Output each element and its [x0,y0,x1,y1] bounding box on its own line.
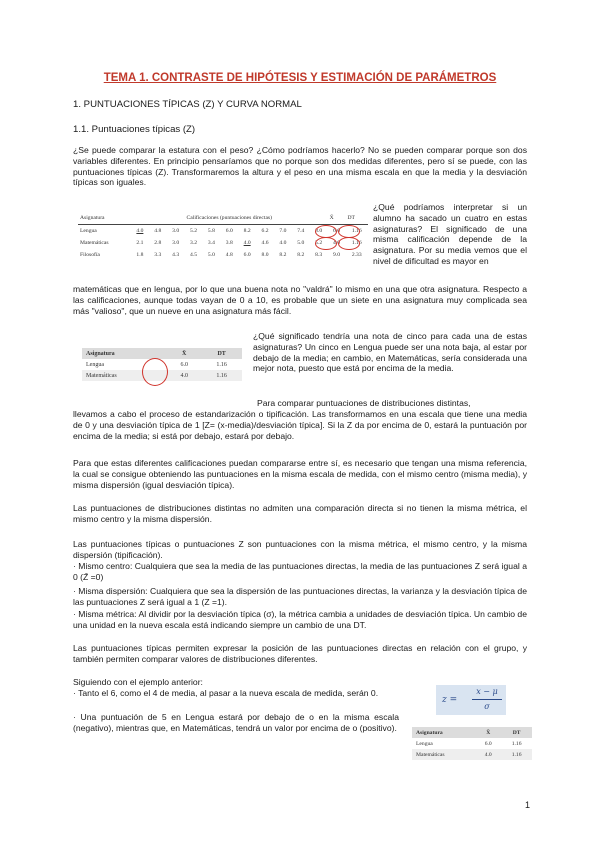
table-cell: 9.0 [333,252,341,258]
paragraph-no-direct: Las puntuaciones de distribuciones distintas no admiten una comparación directa si no tienen la misma métrica, el mismo centro y la misma dispersión. [73,503,527,524]
table-cell: Filosofía [80,252,100,258]
table-cell: 8.0 [261,252,269,258]
table-header: X̄ [328,212,346,225]
table-cell: 4.6 [261,240,269,246]
table-cell: 1.16 [216,361,227,368]
table-cell: 4.8 [154,228,162,234]
formula-numerator: x − μ [476,687,498,696]
paragraph-compare: Para comparar puntuaciones de distribuciones distintas, [257,398,471,408]
table-cell: 8.3 [315,252,323,258]
table-cell: 6.2 [261,228,269,234]
table-row [78,249,368,261]
table-cell: Matemáticas [82,370,167,381]
bullet-example-2: · Una puntuación de 5 en Lengua estará por debajo de o en la misma escala (negativo), mientras que, en Matemáticas, tendrá un valor por encima de o (positivo). [73,712,399,733]
table-cell: 4.5 [190,252,198,258]
table-cell: 5.0 [297,240,305,246]
bullet-same-metric: · Misma métrica: Al dividir por la desviación típica (σ), la métrica cambia a unidades de desviación típica. Un cambio de una unidad en la nueva escala está indicando siempre un cambio de una DT. [73,609,527,630]
table-cell: 5.2 [190,228,198,234]
table-cell: 1.16 [511,740,522,747]
paragraph-five-grade: ¿Qué significado tendría una nota de cinco para cada una de estas asignaturas? Un cinco en Lengua puede ser una nota baja, al estar por debajo de la media; en cambio, en Matemáticas, sería considerada una mejor nota, puesto que está por encima de la media. [253,331,527,374]
table-cell: 2.1 [136,240,144,246]
table-cell: 8.2 [279,252,287,258]
table-cell: Matemáticas [412,749,475,760]
bullet-example-1: · Tanto el 6, como el 4 de media, al pasar a la nueva escala de medida, serán 0. [73,688,379,698]
table-header: Asignatura [412,727,475,738]
table-cell: Matemáticas [80,240,109,246]
table-cell: 1.16 [201,370,242,381]
table-cell: 3.0 [172,228,180,234]
paragraph-standardization: llevamos a cabo el proceso de estandarización o tipificación. Las transformamos en una escala que tiene una media de 0 y una desviación típica de 1 [Z= (x-media)/desviación típica]. Si la Z da por encima de 0, estará la puntuación por encima de la media; si está por debajo, estará por debajo. [73,409,527,441]
table-cell: 3.8 [225,240,233,246]
table-header: Calificaciones (puntuaciones directas) [131,212,328,225]
table-cell: 3.0 [172,240,180,246]
summary-table [82,348,242,381]
table-header: Asignatura [78,212,131,225]
table-cell: 6.0 [243,252,251,258]
table-cell: 4.0 [136,228,144,234]
table-cell: 4.0 [167,370,201,381]
table-cell: 5.2 [315,240,323,246]
highlight-circle [338,237,360,250]
table-row [412,749,532,760]
paragraph-z-scores: Las puntuaciones típicas o puntuaciones Z son puntuaciones con la misma métrica, el mismo centro, y la misma dispersión (tipificación). [73,539,527,560]
table-cell: 8.2 [243,228,251,234]
table-cell: 4.0 [243,240,251,246]
table-header: Asignatura [82,348,167,359]
summary-table-small [412,727,532,760]
table-cell: 6.0 [484,740,492,747]
table-cell: 7.4 [297,228,305,234]
table-cell: 6.0 [225,228,233,234]
table-cell: 2.33 [351,252,362,258]
paragraph-intro: ¿Se puede comparar la estatura con el peso? ¿Cómo podríamos hacerlo? No se pueden comparar porque son dos variables diferentes. En principio pensaríamos que no porque son dos medidas diferentes, pero sí se puede, con las puntuaciones típicas (Z). Transformaremos la altura y el peso en una misma escala en que la media y la desviación típicas son iguales. [73,145,527,188]
table-cell: 1.16 [351,240,362,246]
table-row [412,738,532,749]
section-heading-1-1: 1.1. Puntuaciones típicas (Z) [73,124,196,135]
highlight-circle [315,237,337,250]
table-header: DT [345,212,368,225]
table-cell: 3.4 [207,240,215,246]
highlight-circle [142,358,168,386]
table-header: X̄ [475,727,501,738]
table-header: DT [201,348,242,359]
paragraph-interpretation: ¿Qué podríamos interpretar si un alumno ha sacado un cuatro en estas asignaturas? El significado de una misma calificación depende de la asignatura. Por su media vemos que el nivel de dificultad es mayor en [373,202,527,266]
table-cell: 1.8 [136,252,144,258]
paragraph-reference: Para que estas diferentes calificaciones puedan compararse entre sí, es necesario que tengan una misma referencia, la cual se consigue obteniendo las puntuaciones en la misma escala de medida, con el mismo centro (misma media), y misma dispersión (igual desviación típica). [73,458,527,490]
table-header: DT [501,727,532,738]
formula-lhs: z = [442,695,458,705]
bullet-same-center: · Mismo centro: Cualquiera que sea la media de las puntuaciones directas, la media de las puntuaciones Z será igual a 0 (Z̄ =0) [73,561,527,582]
table-cell: 1.16 [351,228,362,234]
bullet-same-dispersion: · Misma dispersión: Cualquiera que sea la dispersión de las puntuaciones directas, la varianza y la desviación típica de las puntuaciones Z será igual a 1 (Z =1). [73,586,527,607]
formula-denominator: σ [484,702,490,711]
table-cell: 3.2 [190,240,198,246]
table-cell: 6.0 [333,228,341,234]
table-cell: 8.2 [297,252,305,258]
table-cell: 5.0 [207,252,215,258]
table-cell: 4.3 [172,252,180,258]
table-cell: 4.8 [225,252,233,258]
grades-table [78,212,368,261]
paragraph-example-intro: Siguiendo con el ejemplo anterior: [73,677,203,687]
section-heading-1: 1. PUNTUACIONES TÍPICAS (Z) Y CURVA NORMAL [73,99,302,110]
table-cell: 4.0 [333,240,341,246]
table-cell: Lengua [416,740,433,747]
table-cell: 5.8 [207,228,215,234]
table-cell: 7.0 [279,228,287,234]
z-formula [436,685,506,715]
table-cell: 2.8 [154,240,162,246]
paragraph-interpretation-cont: matemáticas que en lengua, por lo que una buena nota no "valdrá" lo mismo en una que otra asignatura. Respecto a las calificaciones, aunque todas vayan de 0 a 10, es probable que un siete en una asignatura muy complicada sea más "valioso", que un nueve en una asignatura más fácil. [73,284,527,316]
table-header: X̄ [167,348,201,359]
table-cell: 4.0 [279,240,287,246]
formula-fraction-bar [472,699,502,700]
table-cell: 4.0 [475,749,501,760]
table-cell: 8.0 [315,228,323,234]
table-cell: 3.3 [154,252,162,258]
page-number: 1 [524,800,530,810]
page-title: TEMA 1. CONTRASTE DE HIPÓTESIS Y ESTIMACIÓN DE PARÁMETROS [103,72,497,84]
table-cell: 6.0 [180,361,188,368]
table-cell: Lengua [80,228,97,234]
table-cell: 1.16 [501,749,532,760]
table-cell: Lengua [86,361,104,368]
paragraph-positions: Las puntuaciones típicas permiten expresar la posición de las puntuaciones directas en relación con el grupo, y también permiten comparar valores de distribuciones diferentes. [73,643,527,664]
